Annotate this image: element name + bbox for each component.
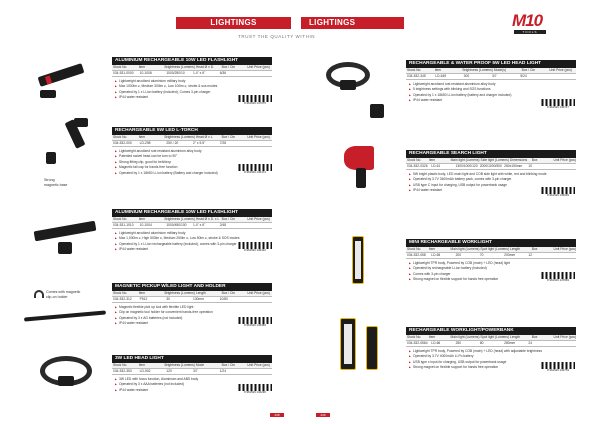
barcode-number: 8 961526 136389 [244, 323, 266, 327]
spec-cell: 3/7 [491, 74, 497, 78]
charger-image [58, 242, 72, 254]
spec-header: Stock No. [407, 247, 422, 251]
spec-cell [245, 297, 272, 302]
spec-header: Box / Ctn [221, 291, 236, 295]
spec-header: Unit Price (pcs) [247, 65, 270, 69]
spec-cell: LD-65 [431, 253, 441, 257]
powerbank-panel [344, 324, 352, 364]
spec-row [112, 223, 272, 229]
feature-item: ▶ Lightweight TPR body, Powered by COB (main) + LED (head) with adjustable brightness [409, 349, 576, 354]
spec-header: Spot light (Lumens) [480, 247, 510, 251]
pickup-tool-image [24, 310, 106, 321]
spec-table [112, 217, 272, 229]
spec-header: Mode(s) [493, 68, 506, 72]
barcode-number: 8 961526 137075 [244, 101, 266, 105]
spec-cell: 130mm [193, 297, 205, 301]
feature-item: ▶ Max 1000lm ≥, Medium 300lm ≥, Low 100lm ≥, strobe & sos modes [115, 84, 272, 89]
feature-item: ▶ USB type c input for charging, USB output for powerbank usage [409, 360, 576, 365]
spec-header: Stock No. [113, 135, 128, 139]
barcode [541, 362, 575, 373]
feature-item: ▶ Operated by rechargeable Li-ion battery (included) [409, 266, 576, 271]
left-page-title: LIGHTINGS [176, 17, 291, 29]
feature-item: ▶ Strong fitting clip, good for belt/drop [115, 160, 272, 165]
charger-case-image [370, 104, 384, 118]
spec-header: Unit Price (pcs) [247, 217, 270, 221]
spec-cell [245, 141, 272, 146]
spec-cell: 034-531-0000 [113, 71, 134, 75]
spec-header: Item [138, 217, 146, 221]
spec-row [406, 341, 576, 347]
product-title: ALUMINIUM RECHARGEABLE 10W LED FLASHLIGHT [112, 57, 272, 65]
spec-cell [245, 71, 272, 76]
spec-cell: 034-532-058 [407, 253, 426, 257]
spec-cell: 034-532-0326 [407, 164, 428, 168]
spec-header: Brightness (Lumens) [164, 217, 195, 221]
magnetic-base-image [46, 152, 56, 164]
spec-cell: 12 [528, 253, 533, 257]
spec-header: Item [434, 68, 442, 72]
spec-header: Main light (Lumens) [450, 158, 480, 162]
spec-header: Side light (Lumens) [480, 158, 509, 162]
spec-cell: 10/80 [219, 297, 228, 301]
spec-cell: 7/28 [219, 141, 227, 145]
headlamp-image [58, 376, 74, 386]
spec-header: Box / Ctn [221, 217, 236, 221]
powerbank-worklight-side-image [366, 326, 378, 370]
spec-cell: 6/36 [219, 71, 227, 75]
product-title: RECHARGEABLE SEARCH LIGHT [406, 150, 576, 158]
spec-cell: 250 / 20 [166, 141, 179, 145]
feature-item: ▶ Operated by 1 x Li-ion battery (included), Comes 3-pin charger [115, 90, 272, 95]
barcode [238, 242, 272, 253]
feature-item: ▶ Lightweight TPR body, Powered by COB (main) + LED (head) light [409, 261, 576, 266]
spec-header: Brightness (Lumens) [462, 68, 493, 72]
flashlight-image [34, 221, 97, 242]
spec-header: Unit Price (pcs) [247, 291, 270, 295]
search-light-image [344, 146, 374, 170]
spec-header: Unit Price (pcs) [549, 68, 572, 72]
spec-header: Length [510, 335, 521, 339]
spec-table [112, 65, 272, 77]
feature-item: ▶ Strong magnet on flexible support for hands free operation [409, 365, 576, 370]
flashlight-charger-image [40, 90, 56, 98]
spec-cell: 24 [528, 341, 533, 345]
spec-cell: 2000/1000/500 [479, 164, 502, 168]
spec-header: Unit Price (pcs) [553, 335, 577, 339]
magnetic-base-caption: Strong magnetic base [44, 178, 68, 187]
feature-item: ▶ 3W LED with focus function, Aluminium and ABS body [115, 377, 272, 382]
spec-header: Box / Ctn [221, 363, 236, 367]
spec-cell: 10 [528, 164, 533, 168]
spec-row [406, 253, 576, 259]
left-page-number: 238 [270, 413, 284, 417]
spec-header: Main light (Lumens) [450, 247, 480, 251]
spec-row [112, 141, 272, 147]
barcode-number: 8 961526 136474 [244, 170, 266, 174]
spec-cell: LD-298 [139, 141, 151, 145]
headlamp-image [340, 80, 356, 90]
spec-header: Head Ø x D. [195, 65, 214, 69]
spec-table [112, 291, 272, 303]
search-light-handle-image [356, 168, 366, 188]
spec-cell: 2" x 5.5" [193, 141, 206, 145]
feature-item: ▶ Operated by 1 x 18650 Li-ion battery (Battery and charger included) [115, 171, 272, 176]
feature-item: ▶ Operated by 1 x Li-ion rechargeable battery (included), comes with 3-pin charger [115, 242, 272, 247]
spec-header: Head Ø x D. x L [195, 217, 220, 221]
barcode-number: 8 961526 136432 [244, 248, 266, 252]
spec-header: Stock No. [407, 158, 422, 162]
feature-item: ▶ Lightweight anodized rust resistant aluminium alloy body [409, 82, 576, 87]
spec-header: Unit Price (pcs) [553, 247, 577, 251]
spec-cell: 1000/450/100 [166, 223, 187, 227]
product-card-headlight-5w [406, 60, 576, 104]
spec-cell: 3/7 [193, 369, 198, 373]
spec-cell: LD-61 [431, 164, 441, 168]
spec-cell: 280mm [504, 341, 516, 345]
tagline: TRUST THE QUALITY WITHIN [238, 34, 316, 39]
feature-item: ▶ 5W bright plastic body, LED main light and COB side light with white, red and blinking mode [409, 172, 576, 177]
spec-header: Spot light (Lumens) [480, 335, 510, 339]
spec-header: Unit Price (pcs) [553, 158, 577, 162]
logo-wordmark: M10 [512, 11, 543, 30]
spec-header: Mode [195, 363, 205, 367]
feature-item: ▶ Magnetic tail cap for hands free function [115, 165, 272, 170]
right-page-title: LIGHTINGS [301, 17, 404, 29]
spec-header: Dimensions [509, 158, 528, 162]
spec-table [406, 158, 576, 170]
spec-cell: 10-1004 [139, 223, 152, 227]
spec-header: Item [428, 335, 436, 339]
spec-cell: 1300/1000/120 [455, 164, 478, 168]
barcode [238, 317, 272, 328]
spec-cell: 1/24 [219, 369, 227, 373]
spec-header: Head Ø x L [195, 135, 213, 139]
product-title: RECHARGEABLE 5W LED L-TORCH [112, 127, 272, 135]
spec-header: Box / Ctn [221, 135, 236, 139]
spec-cell [245, 223, 272, 228]
spec-cell: 80 [479, 341, 484, 345]
feature-item: ▶ Operated by 3.7V 4000mAh Li-Po battery [409, 354, 576, 359]
spec-cell: 70 [479, 253, 484, 257]
spec-cell: 034-532-312 [113, 297, 132, 301]
barcode [238, 164, 272, 175]
feature-item: ▶ IP44 water resistant [115, 247, 272, 252]
feature-item: ▶ Strong magnet on flexible support for hands free operation [409, 277, 576, 282]
product-title: 3W LED HEAD LIGHT [112, 355, 272, 363]
magnetic-holder-caption: Comes with magnetic clip-on holder [46, 290, 81, 299]
feature-item: ▶ IP44 water resistant [115, 388, 272, 393]
spec-table [112, 363, 272, 375]
feature-item: ▶ 5 brightness settings with blinking and SOS functions [409, 87, 576, 92]
spec-header: Item [138, 363, 146, 367]
logo-subtext: TOOLS [514, 30, 546, 34]
spec-cell: 1.4" x 6" [193, 71, 206, 75]
product-title: ALUMINIUM RECHARGEABLE 10W LED FLASHLIGHT [112, 209, 272, 217]
spec-cell: 1000/250/10 [166, 71, 185, 75]
spec-row [112, 369, 272, 375]
spec-cell: LD-502 [139, 369, 151, 373]
spec-header: Stock No. [113, 291, 128, 295]
worklight-panel [355, 241, 361, 279]
spec-cell [552, 341, 576, 346]
feature-item: ▶ Patented swivel head can be turn to 90° [115, 154, 272, 159]
spec-cell [552, 253, 576, 258]
spec-cell: 2/48 [219, 223, 227, 227]
spec-cell: 300 [463, 74, 470, 78]
spec-header: Stock No. [113, 217, 128, 221]
spec-row [406, 164, 576, 170]
feature-item: ▶ Lightweight anodized aluminium military body [115, 79, 272, 84]
feature-item: ▶ Magnetic flexible pick up tool with flexible LED light [115, 305, 272, 310]
product-title: MINI RECHARGEABLE WORKLIGHT [406, 239, 576, 247]
spec-header: Unit Price (pcs) [247, 363, 270, 367]
l-torch-head-image [74, 118, 88, 127]
spec-header: Brightness (Lumens) [164, 65, 195, 69]
feature-item: ▶ Operated by 3 x AAA batteries (not included) [115, 382, 272, 387]
barcode-number: 8 961526 137869 [547, 278, 569, 282]
spec-table [406, 68, 576, 80]
feature-item: ▶ Operated by 1 x 18650 Li-ion battery (battery and charger included) [409, 93, 576, 98]
magnet-icon [34, 290, 44, 298]
spec-header: Main light (Lumens) [450, 335, 480, 339]
barcode-number: 8 961526 135009 [547, 193, 569, 197]
product-title: RECHARGEABLE & WATER PROOF 5W LED HEAD LIGHT [406, 60, 576, 68]
feature-item: ▶ IP44 water resistant [115, 95, 272, 100]
spec-cell: P512 [139, 297, 148, 301]
feature-item: ▶ Clip on magnetic tool holder for convenient hands-free operation [115, 310, 272, 315]
spec-row [112, 297, 272, 303]
spec-cell: 034-532-345 [407, 74, 426, 78]
brand-logo [512, 12, 548, 36]
spec-header: Item [428, 158, 436, 162]
feature-item: ▶ IP44 water resistant [115, 321, 272, 326]
spec-cell: 200mm [504, 253, 516, 257]
barcode-number: 8 961526 136759 [547, 368, 569, 372]
spec-row [112, 71, 272, 77]
spec-header: Stock No. [113, 363, 128, 367]
spec-cell: 034-532-353 [113, 369, 132, 373]
spec-header: Box / Ctn [521, 68, 536, 72]
spec-header: Box / Ctn [221, 65, 236, 69]
spec-cell: 034-532-0564 [407, 341, 428, 345]
spec-header: Box [531, 158, 538, 162]
spec-header: Box [531, 335, 538, 339]
barcode [238, 95, 272, 106]
spec-cell: 30 [166, 297, 171, 301]
spec-cell [245, 369, 272, 374]
spec-cell: LD-66 [431, 341, 441, 345]
product-title: MAGNETIC PICKUP W/LED LIGHT AND HOLDER [112, 283, 272, 291]
spec-cell: 200 [455, 253, 462, 257]
barcode [238, 384, 272, 395]
spec-header: Item [138, 135, 146, 139]
spec-cell [548, 74, 576, 79]
spec-header: Brightness (Lumens) [164, 291, 195, 295]
spec-header: Item [138, 65, 146, 69]
barcode-number: 8 961526 136747 [547, 105, 569, 109]
spec-header: Length [510, 247, 521, 251]
product-title: RECHARGEABLE WORKLIGHT/POWERBANK [406, 327, 576, 335]
spec-cell: 034-532-000 [113, 141, 132, 145]
spec-header: Stock No. [113, 65, 128, 69]
spec-cell: 120 [166, 369, 172, 373]
spec-header: Box [531, 247, 538, 251]
spec-cell [552, 164, 576, 169]
spec-header: Item [138, 291, 146, 295]
spec-header: Length [195, 291, 206, 295]
spec-cell: 1.4" x 6" [193, 223, 206, 227]
spec-table [112, 135, 272, 147]
feature-item: ▶ Comes with 3-pin charger [409, 272, 576, 277]
spec-header: Stock No. [407, 68, 422, 72]
feature-item: ▶ Operated by 3.7V 3400mAh battery pack, comes with 3-pin charger [409, 177, 576, 182]
feature-item: ▶ IP44 water resistant [409, 188, 576, 193]
barcode-number: 8 961526 134296 [244, 390, 266, 394]
spec-cell: 250 [455, 341, 462, 345]
flashlight-image [38, 63, 85, 87]
spec-table [406, 335, 576, 347]
feature-item: ▶ Operated by 3 x AG batteries (not included) [115, 316, 272, 321]
spec-row [406, 74, 576, 80]
feature-item: ▶ Max 1,000lm ≥, High 500lm ≥, Medium 250lm ≥, Low 50lm ≥, strobe & SOS modes [115, 236, 272, 241]
barcode [541, 187, 575, 198]
spec-cell: LD-649 [435, 74, 447, 78]
barcode [541, 99, 575, 110]
spec-cell: 5/24 [520, 74, 527, 78]
right-page-number: 239 [316, 413, 330, 417]
spec-header: Unit Price (pcs) [247, 135, 270, 139]
spec-header: Item [428, 247, 436, 251]
spec-cell: 260x150mm [504, 164, 523, 168]
feature-item: ▶ IP44 water resistant [409, 98, 576, 103]
feature-item: ▶ Lightweight anodized aluminium military body [115, 231, 272, 236]
spec-header: Brightness (Lumens) [164, 363, 195, 367]
spec-table [406, 247, 576, 259]
spec-header: Brightness (Lumens) [164, 135, 195, 139]
barcode [541, 272, 575, 283]
spec-cell: 10-1006 [139, 71, 152, 75]
spec-cell: 034-531-1010 [113, 223, 134, 227]
spec-header: Stock No. [407, 335, 422, 339]
feature-item: ▶ Lightweight anodized rust resistant aluminium alloy body [115, 149, 272, 154]
feature-item: ▶ USB type C input for charging, USB output for powerbank usage [409, 183, 576, 188]
